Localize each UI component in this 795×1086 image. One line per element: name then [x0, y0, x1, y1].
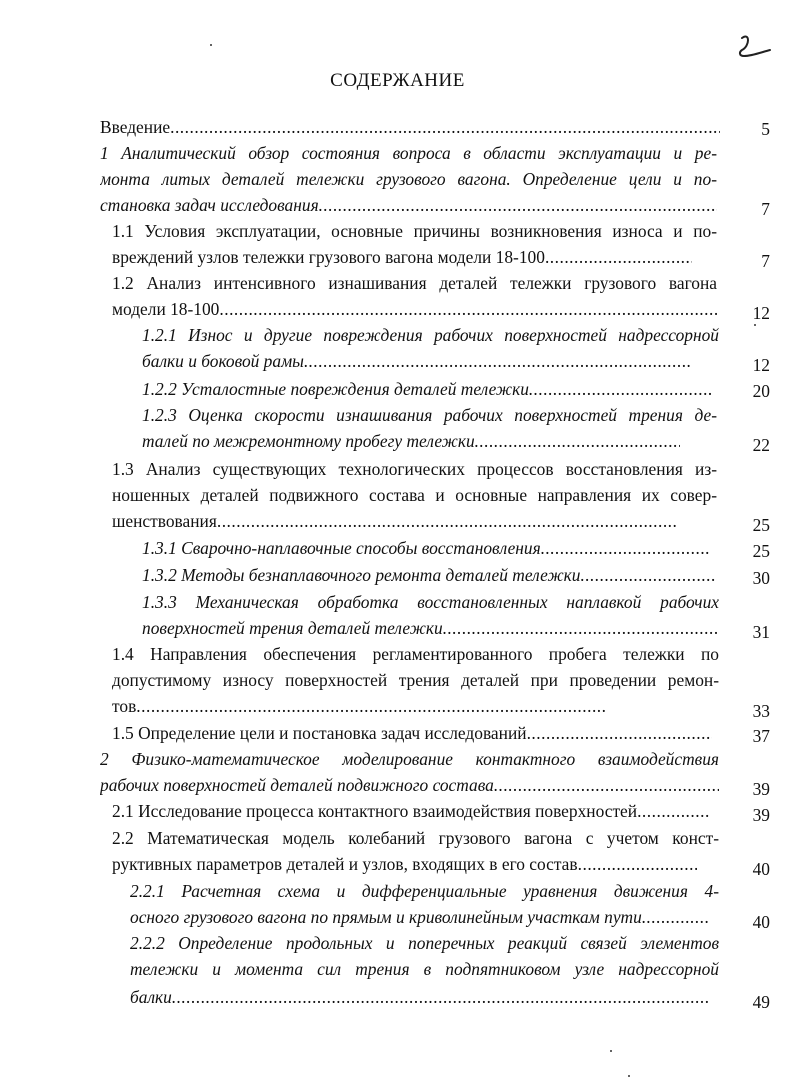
- toc-line: 1.5 Определение цели и постановка задач исследований .....: [112, 720, 712, 746]
- handwritten-page-mark: [736, 28, 776, 68]
- toc-page-number: 37: [752, 726, 770, 746]
- toc-page-number: 39: [752, 779, 770, 799]
- toc-line: тележки и момента сил трения в подпятниковом узле надрессорной: [130, 959, 719, 979]
- toc-page-number: 31: [752, 622, 770, 642]
- toc-page-number: 40: [752, 912, 770, 932]
- toc-page-number: 12: [752, 355, 770, 375]
- toc-line: становка задач исследования .....: [100, 192, 717, 218]
- toc-page-number: 39: [752, 805, 770, 825]
- toc-line: Введение .....: [100, 114, 720, 140]
- toc-line: 2.1 Исследование процесса контактного взаимодействия поверхностей .....: [112, 798, 709, 824]
- toc-line: рабочих поверхностей деталей подвижного состава .....: [100, 772, 719, 798]
- toc-line: допустимому износу поверхностей трения деталей при проведении ремон-: [112, 670, 719, 690]
- toc-line: осного грузового вагона по прямым и криволинейным участкам пути .....: [130, 904, 710, 930]
- toc-line: 1.2.2 Усталостные повреждения деталей тележки .....: [142, 376, 712, 402]
- toc-page-number: 49: [752, 992, 770, 1012]
- toc-page-number: 25: [752, 541, 770, 561]
- toc-line: 2.2 Математическая модель колебаний грузового вагона с учетом конст-: [112, 828, 719, 848]
- toc-line: талей по межремонтному пробегу тележки .....: [142, 428, 680, 454]
- toc-line: 1.2 Анализ интенсивного изнашивания деталей тележки грузового вагона: [112, 273, 717, 293]
- page-title: СОДЕРЖАНИЕ: [330, 70, 465, 91]
- toc-line: 1.4 Направления обеспечения регламентированного пробега тележки по: [112, 644, 719, 664]
- toc-line: 1.3 Анализ существующих технологических процессов восстановления из-: [112, 459, 717, 479]
- toc-line: монта литых деталей тележки грузового вагона. Определение цели и по-: [100, 169, 717, 189]
- toc-line: 1.2.3 Оценка скорости изнашивания рабочих поверхностей трения де-: [142, 405, 717, 425]
- toc-line: 1.1 Условия эксплуатации, основные причины возникновения износа и по-: [112, 221, 717, 241]
- scan-speck: [210, 44, 212, 46]
- toc-line: 1 Аналитический обзор состояния вопроса в области эксплуатации и ре-: [100, 143, 717, 163]
- scan-speck: [754, 324, 756, 326]
- toc-line: шенствования .....: [112, 508, 677, 534]
- toc-line: 2.2.2 Определение продольных и поперечных реакций связей элементов: [130, 933, 719, 953]
- toc-line: вреждений узлов тележки грузового вагона модели 18-100 .....: [112, 244, 692, 270]
- toc-line: руктивных параметров деталей и узлов, входящих в его состав .....: [112, 851, 697, 877]
- toc-line: поверхностей трения деталей тележки .....: [142, 615, 717, 641]
- toc-line: 2 Физико-математическое моделирование контактного взаимодействия: [100, 749, 719, 769]
- toc-page-number: 5: [761, 119, 770, 139]
- toc-page-number: 30: [752, 568, 770, 588]
- scan-speck: [628, 1075, 630, 1077]
- toc-line: балки и боковой рамы .....: [142, 348, 692, 374]
- toc-page-number: 40: [752, 859, 770, 879]
- toc-line: 1.3.2 Методы безнаплавочного ремонта деталей тележки .....: [142, 562, 717, 588]
- toc-page-number: 25: [752, 515, 770, 535]
- toc-page-number: 7: [761, 251, 770, 271]
- toc-page-number: 7: [761, 199, 770, 219]
- toc-page-number: 33: [752, 701, 770, 721]
- toc-line: 1.3.3 Механическая обработка восстановленных наплавкой рабочих: [142, 592, 719, 612]
- toc-line: 1.2.1 Износ и другие повреждения рабочих поверхностей надрессорной: [142, 325, 719, 345]
- scan-speck: [610, 1050, 612, 1052]
- toc-page-number: 22: [752, 435, 770, 455]
- toc-line: модели 18-100 .....: [112, 296, 717, 322]
- toc-line: 1.3.1 Сварочно-наплавочные способы восстановления .....: [142, 535, 710, 561]
- toc-page-number: 12: [752, 303, 770, 323]
- toc-page-number: 20: [752, 381, 770, 401]
- toc-line: 2.2.1 Расчетная схема и дифференциальные уравнения движения 4-: [130, 881, 719, 901]
- toc-line: тов .....: [112, 693, 607, 719]
- toc-line: балки .....: [130, 984, 708, 1010]
- toc-line: ношенных деталей подвижного состава и основные направления их совер-: [112, 485, 717, 505]
